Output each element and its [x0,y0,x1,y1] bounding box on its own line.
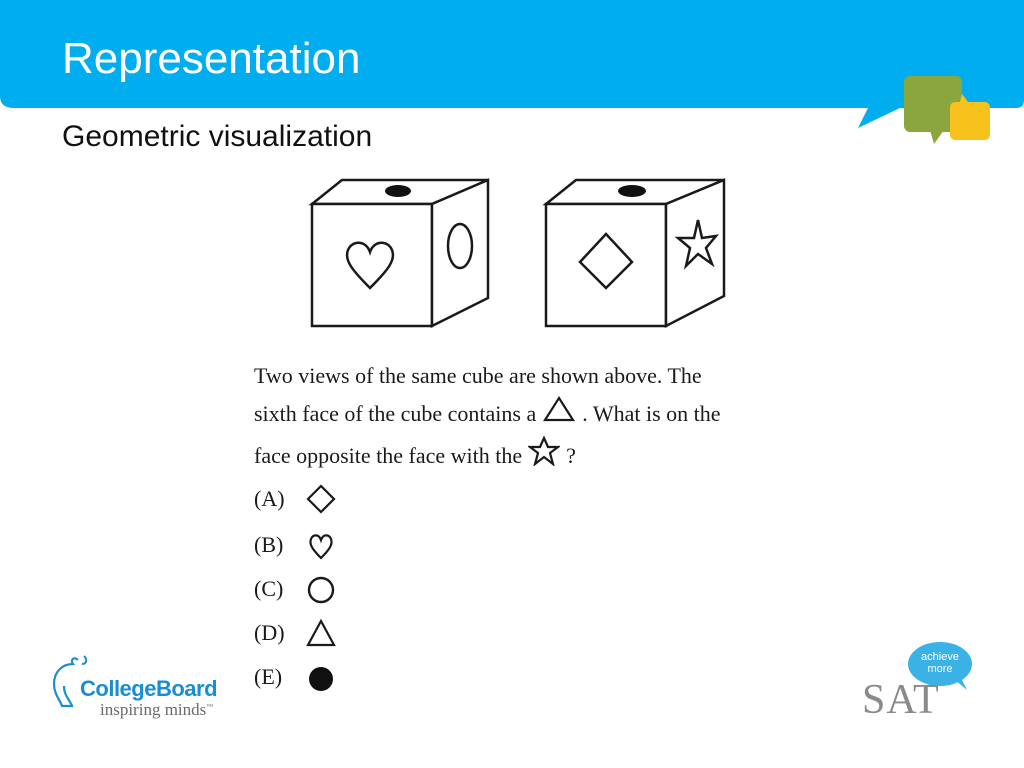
header-banner [0,0,1024,108]
sat-logo-text: SAT [862,677,940,723]
circle-icon [304,572,338,606]
slide-title: Representation [62,34,361,83]
filled-oval-icon [385,185,411,197]
question-line-2-start: sixth face of the cube contains a [254,401,537,426]
filled-oval-icon [618,185,646,197]
cube-view-2 [546,180,724,326]
triangle-icon [304,616,338,650]
question-line-2 [254,394,721,436]
question-line-1: Two views of the same cube are shown above. The [254,363,702,388]
question-line-2-end: . What is on the [582,401,721,426]
star-icon [528,436,560,479]
achieve-line-1: achieve [921,651,959,663]
achieve-line-2: more [927,663,953,675]
achieve-more-text [908,651,972,675]
slide-subtitle: Geometric visualization [62,120,373,153]
option-letter: (C) [254,576,284,601]
cube-view-1 [312,180,488,326]
option-letter: (B) [254,532,284,557]
diamond-icon [304,482,338,516]
question-line-3-start: face opposite the face with the [254,443,523,468]
filled-circle-icon [304,660,338,694]
option-letter: (E) [254,664,283,689]
collegeboard-tagline: inspiring minds™ [100,700,214,719]
question-line-3-end: ? [566,443,576,468]
collegeboard-logo-text: CollegeBoard [80,676,218,701]
cube-views-figure [300,172,740,332]
option-letter: (D) [254,620,285,645]
heart-icon [304,528,338,562]
question-line-3 [254,436,576,479]
speech-bubbles-icon [900,74,996,146]
option-letter: (A) [254,486,285,511]
triangle-icon [542,395,576,436]
collegeboard-tagline-text: inspiring minds [100,700,207,719]
